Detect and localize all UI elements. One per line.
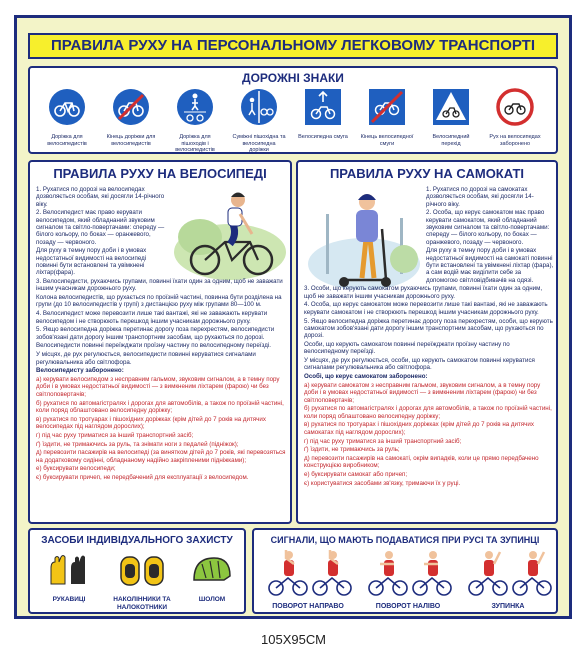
ppe-heading: ЗАСОБИ ІНДИВІДУАЛЬНОГО ЗАХИСТУ bbox=[41, 535, 233, 546]
signal-label: ПОВОРОТ НАПРАВО bbox=[272, 603, 344, 610]
ppe-label-kneepads: НАКОЛІННИКИ ТА НАЛОКОТНИКИ bbox=[113, 596, 171, 611]
bicycle-lane-icon bbox=[304, 88, 342, 126]
bicycle-rules-text bbox=[36, 186, 288, 483]
rule-paragraph: Колона велосипедистів, що рухається по проїзній частині, повинна бути розділена на групи (до 10 велосипедистів у групі) з дистанцією руху між групами 80—100 м. bbox=[36, 294, 282, 309]
road-signs-heading: ДОРОЖНІ ЗНАКИ bbox=[242, 71, 344, 85]
rule-paragraph: 3. Велосипедисти, рухаючись групами, повинні їхати один за одним, щоб не заважати іншим учасникам дорожнього руху. bbox=[36, 278, 283, 293]
signal-item bbox=[360, 548, 456, 610]
forbidden-item: г) під час руху триматися за інший транспортний засіб; bbox=[304, 437, 462, 445]
signal-item bbox=[260, 548, 356, 610]
scooter-rules-panel bbox=[296, 160, 558, 524]
road-sign-label: Доріжка для пішоходів і велосипедистів bbox=[175, 134, 215, 153]
road-sign-item bbox=[104, 88, 158, 147]
scooter-rules-text bbox=[304, 186, 554, 489]
scooter-rules-heading: ПРАВИЛА РУХУ НА САМОКАТІ bbox=[329, 166, 525, 181]
road-signs-row bbox=[40, 88, 550, 152]
ppe-label-gloves: РУКАВИЦІ bbox=[52, 596, 86, 603]
forbidden-item: а) керувати велосипедом з несправним гальмом, звуковим сигналом, а в темну пору доби і в умовах недостатньої видимості — з вимкненим ліхтарем (фарою) чи без світлоповертачів; bbox=[36, 376, 280, 398]
kneepads-icon bbox=[117, 554, 167, 588]
forbidden-item: б) рухатися по автомагістралях і дорогах для автомобілів, а також по проїзній частині, коли поряд облаштовано велосипедну доріжку; bbox=[36, 399, 284, 414]
rule-paragraph: Для руху в темну пору доби і в умовах недостатньої видимості на велосипеді повинні бути встановлені та увімкнені ліхтар(фара). bbox=[36, 247, 147, 277]
ppe-item-gloves bbox=[38, 554, 100, 604]
road-sign-label: Велосипедна смуга bbox=[298, 134, 348, 140]
rule-paragraph: 2. Велосипедист має право керувати велосипедом, який обладнаний звуковим сигналом та світло-повертачами: спереду — білого кольору, по боках — оранжевого, позаду — червоного. bbox=[36, 209, 165, 246]
forbidden-heading: Велосипедисту заборонено: bbox=[36, 367, 124, 375]
road-sign-label: Велосипедний перехід bbox=[432, 134, 470, 147]
cyclist-signal-icon bbox=[360, 548, 456, 598]
poster-title: ПРАВИЛА РУХУ НА ПЕРСОНАЛЬНОМУ ЛЕГКОВОМУ ТРАНСПОРТІ bbox=[28, 33, 558, 59]
rule-paragraph: Для руху в темну пору доби і в умовах недостатньої видимості на самокаті повинні бути встановлені та увімкнені ліхтар (фара), а сам водій має виділити себе за допомогою світловідбивачів на одязі. bbox=[426, 247, 554, 284]
bicycle-rules-heading: ПРАВИЛА РУХУ НА ВЕЛОСИПЕДІ bbox=[53, 166, 267, 181]
rule-paragraph: 2. Особа, що керує самокатом має право керувати самокатом, який обладнаний звуковим сигналом та світло-повертачами: спереду — білого кольору, по боках — оранжевого, позаду — червоного. bbox=[426, 209, 550, 246]
helmet-icon bbox=[190, 554, 234, 588]
rule-paragraph: Велосипедисти повинні переїжджати проїзну частину по велосипедному переїзді. bbox=[36, 342, 271, 350]
forbidden-heading: Особі, що керує самокатом заборонено: bbox=[304, 373, 428, 381]
road-sign-label: Кінець велосипедної смуги bbox=[360, 134, 414, 147]
forbidden-item: г) під час руху триматися за інший транспортний засіб; bbox=[36, 431, 194, 439]
end-bicycle-path-icon bbox=[112, 88, 150, 126]
road-sign-label: Суміжні пішохідна та велосипедна доріжки bbox=[232, 134, 286, 153]
ppe-item-helmet bbox=[182, 554, 242, 604]
forbidden-item: б) рухатися по автомагістралях і дорогах для автомобілів, а також по проїзній частині, коли поряд облаштовано велосипедну доріжку; bbox=[304, 405, 552, 420]
ppe-item-kneepads bbox=[106, 554, 178, 611]
road-sign-label: Рух на велосипедах заборонено bbox=[489, 134, 541, 147]
bicycle-path-icon bbox=[48, 88, 86, 126]
road-sign-item bbox=[488, 88, 542, 147]
rule-paragraph: 5. Якщо велосипедна доріжка перетинає дорогу поза перехрестям, особи, що керують самокатом зобов'язані дати дорогу іншим транспортним засобам, що рухаються по дорозі. bbox=[304, 317, 553, 340]
rule-paragraph: 3. Особи, що керують самокатом рухаючись групами, повинні їхати один за одним, щоб не заважати іншим учасникам дорожнього руху. bbox=[304, 285, 543, 300]
signals-panel bbox=[252, 528, 558, 614]
forbidden-item: є) користуватися засобами зв'язку, тримаючи їх у руці. bbox=[304, 479, 461, 487]
rule-paragraph: 5. Якщо велосипедна доріжка перетинає дорогу поза перехрестям, велосипедисти зобов'язані дати дорогу іншим транспортним засобам, що рухаються по дорозі. bbox=[36, 326, 275, 341]
size-label: 105Х95СМ bbox=[261, 632, 326, 647]
bicycle-crossing-icon bbox=[432, 88, 470, 126]
rule-paragraph: 4. Особа, що керує самокатом може перевозити лише такі вантажі, які не заважають керувати самокатом і не створюють перешкод іншим учасникам дорожнього руху. bbox=[304, 301, 548, 316]
road-sign-item bbox=[168, 88, 222, 154]
signal-label: ЗУПИНКА bbox=[491, 603, 525, 610]
forbidden-item: в) рухатися по тротуарах і пішохідних доріжках (крім дітей до 7 років на дитячих самокатах під наглядом дорослих); bbox=[304, 421, 534, 436]
rule-paragraph: 1. Рухатися по дорозі на самокатах дозволяється особам, які досягли 14-річного віку. bbox=[426, 186, 534, 208]
road-sign-item bbox=[40, 88, 94, 147]
signals-heading: СИГНАЛИ, ЩО МАЮТЬ ПОДАВАТИСЯ ПРИ РУСІ ТА ЗУПИНЦІ bbox=[270, 535, 540, 545]
ppe-label-helmet: ШОЛОМ bbox=[198, 596, 226, 603]
ppe-panel bbox=[28, 528, 246, 614]
gloves-icon bbox=[47, 554, 91, 588]
rule-paragraph: 4. Велосипедист може перевозити лише такі вантажі, які не заважають керувати велосипедом і не створюють перешкод іншим учасникам дорожнього руху. bbox=[36, 310, 268, 325]
forbidden-item: е) буксирувати самокат або причеп; bbox=[304, 471, 408, 479]
road-sign-label: Кінець доріжки для велосипедистів bbox=[106, 134, 156, 147]
road-sign-item bbox=[360, 88, 414, 147]
forbidden-item: а) керувати самокатом з несправним гальмом, звуковим сигналом, а в темну пору доби і в умовах недостатньої видимості — з вимкненим ліхтарем (фарою) чи без світлоповертачів; bbox=[304, 381, 541, 404]
rule-paragraph: У місцях, де рух регулюється, велосипедисти повинні керуватися сигналами регулювальника або світлофора. bbox=[36, 351, 256, 366]
road-sign-item bbox=[232, 88, 286, 154]
cyclist-signal-icon bbox=[460, 548, 556, 598]
signal-item bbox=[460, 548, 556, 610]
road-signs-panel bbox=[28, 66, 558, 154]
forbidden-item: д) перевозити пасажирів на велосипеді (за винятком дітей до 7 років, які перевозяться на додатковому сидінні, обладнаному надійно закріпленими підніжками); bbox=[36, 449, 286, 464]
forbidden-item: ґ) їздити, не тримаючись за руль, та знімати ноги з педалей (підніжок); bbox=[36, 440, 239, 448]
road-sign-label: Доріжка для велосипедистів bbox=[47, 134, 87, 147]
forbidden-item: ґ) їздити, не тримаючись за руль; bbox=[304, 446, 400, 454]
road-sign-item bbox=[296, 88, 350, 141]
pedestrian-bicycle-path-icon bbox=[176, 88, 214, 126]
rule-paragraph: Особи, що керують самокатом повинні переїжджати проїзну частину по велосипедному переїзді. bbox=[304, 340, 510, 356]
end-bicycle-lane-icon bbox=[368, 88, 406, 126]
forbidden-item: в) рухатися по тротуарах і пішохідних доріжках (крім дітей до 7 років на дитячих велосипедах під наглядом дорослих); bbox=[36, 415, 266, 430]
forbidden-item: є) буксирувати причеп, не передбачений для експлуатації з велосипедом. bbox=[36, 474, 249, 482]
bicycle-rules-panel bbox=[28, 160, 292, 524]
rule-paragraph: 1. Рухатися по дорозі на велосипедах дозволяється особам, які досягли 14-річного віку. bbox=[36, 186, 165, 208]
no-bicycles-icon bbox=[496, 88, 534, 126]
rule-paragraph: У місцях, де рух регулюється, особи, що керують самокатом повинні керуватися сигналами регулювальника або світлофора. bbox=[304, 357, 535, 372]
road-sign-item bbox=[424, 88, 478, 147]
forbidden-item: д) перевозити пасажирів на самокаті, окрім випадків, коли це прямо передбачено конструкцією виробником; bbox=[304, 455, 539, 470]
signal-label: ПОВОРОТ НАЛІВО bbox=[375, 603, 441, 610]
forbidden-item: е) буксирувати велосипеди; bbox=[36, 465, 116, 473]
cyclist-signal-icon bbox=[260, 548, 356, 598]
shared-path-icon bbox=[240, 88, 278, 126]
